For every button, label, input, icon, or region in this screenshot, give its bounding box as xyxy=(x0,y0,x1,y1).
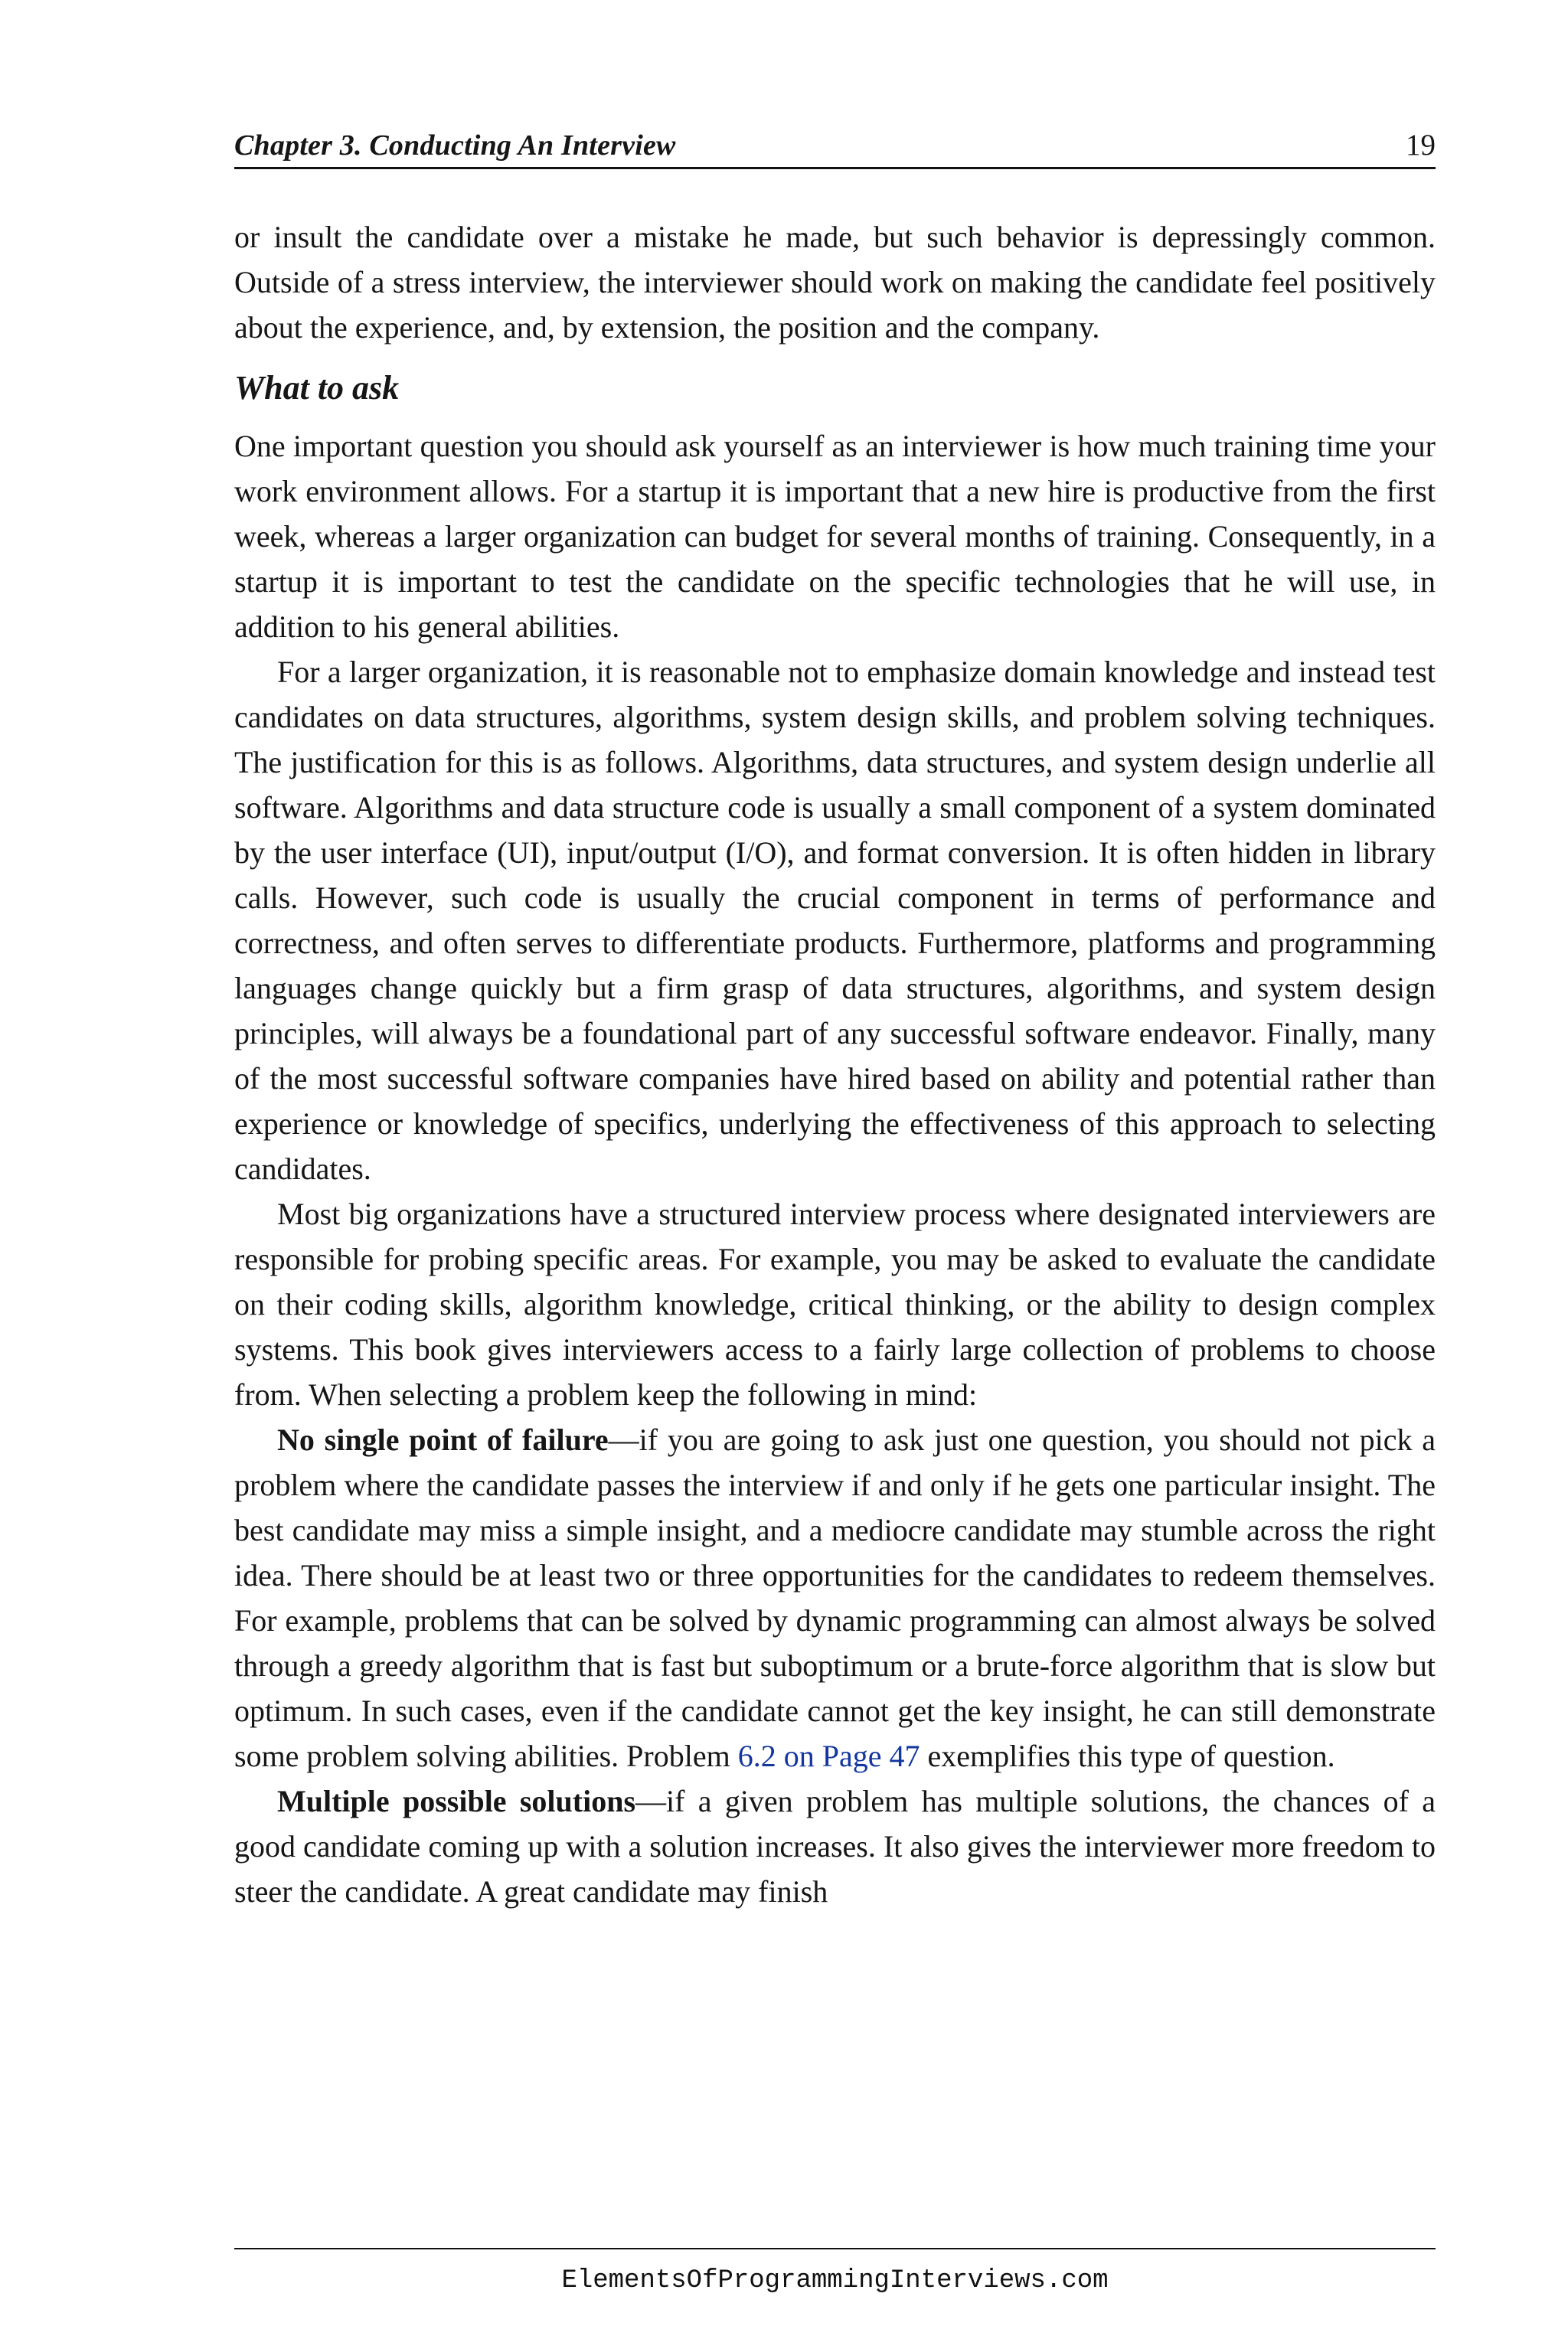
run-in-heading-multiple-solutions: Multiple possible solutions xyxy=(277,1784,636,1818)
paragraph-training-time: One important question you should ask yourself as an interviewer is how much training time your work environment allows. For a startup it is important that a new hire is productive from the first week, whereas a larger organization can budget for several months of training. Consequently, in a startup it is important to test the candidate on the specific technologies that he will use, in addition to his general abilities. xyxy=(234,429,1436,644)
page-number: 19 xyxy=(1406,129,1436,162)
paragraph-larger-organization: For a larger organization, it is reasonable not to emphasize domain knowledge and instead test candidates on data structures, algorithms, system design skills, and problem solving techniques. The justification for this is as follows. Algorithms, data structures, and system design underlie all software. Algorithms and data structure code is usually a small component of a system dominated by the user interface (UI), input/output (I/O), and format conversion. It is often hidden in library calls. However, such code is usually the crucial component in terms of performance and correctness, and often serves to differentiate products. Furthermore, platforms and programming languages change quickly but a firm grasp of data structures, algorithms, and system design principles, will always be a foundational part of any successful software endeavor. Finally, many of the most successful software companies have hired based on ability and potential rather than experience or knowledge of specifics, underlying the effectiveness of this approach to selecting candidates. xyxy=(234,655,1436,1186)
paragraph-continued: or insult the candidate over a mistake he made, but such behavior is depressingly common. Outside of a stress interview, the interviewer should work on making the candidate feel positively about the experience, and, by extension, the position and the company. xyxy=(234,220,1436,345)
paragraph-text-before-link: —if you are going to ask just one question, you should not pick a problem where the candidate passes the interview if and only if he gets one particular insight. The best candidate may miss a simple insight, and a mediocre candidate may stumble across the right idea. There should be at least two or three opportunities for the candidates to redeem themselves. For example, problems that can be solved by dynamic programming can almost always be solved through a greedy algorithm that is fast but suboptimum or a brute-force algorithm that is slow but optimum. In such cases, even if the candidate cannot get the key insight, he can still demonstrate some problem solving abilities. Problem xyxy=(234,1423,1436,1773)
paragraph-multiple-solutions xyxy=(234,1779,1436,1914)
footer-divider xyxy=(234,2248,1436,2249)
footer-url: ElementsOfProgrammingInterviews.com xyxy=(561,2266,1109,2295)
problem-reference-link[interactable]: 6.2 on Page 47 xyxy=(737,1739,920,1773)
running-header xyxy=(234,124,1436,169)
paragraph-structured-interview: Most big organizations have a structured interview process where designated interviewers are responsible for probing specific areas. For example, you may be asked to evaluate the candidate on their coding skills, algorithm knowledge, critical thinking, or the ability to design complex systems. This book gives interviewers access to a fairly large collection of problems to choose from. When selecting a problem keep the following in mind: xyxy=(234,1197,1436,1412)
paragraph-single-point-of-failure xyxy=(234,1417,1436,1779)
run-in-heading-single-point-of-failure: No single point of failure xyxy=(277,1423,609,1457)
page-body xyxy=(234,214,1436,1914)
chapter-title: Chapter 3. Conducting An Interview xyxy=(234,129,676,162)
section-heading-what-to-ask: What to ask xyxy=(234,369,400,407)
paragraph-multiple-solutions-text: —if a given problem has multiple solutions, the chances of a good candidate coming up with a solution increases. It also gives the interviewer more freedom to steer the candidate. A great candidate may finish xyxy=(234,1784,1436,1909)
paragraph-text-after-link: exemplifies this type of question. xyxy=(920,1739,1335,1773)
